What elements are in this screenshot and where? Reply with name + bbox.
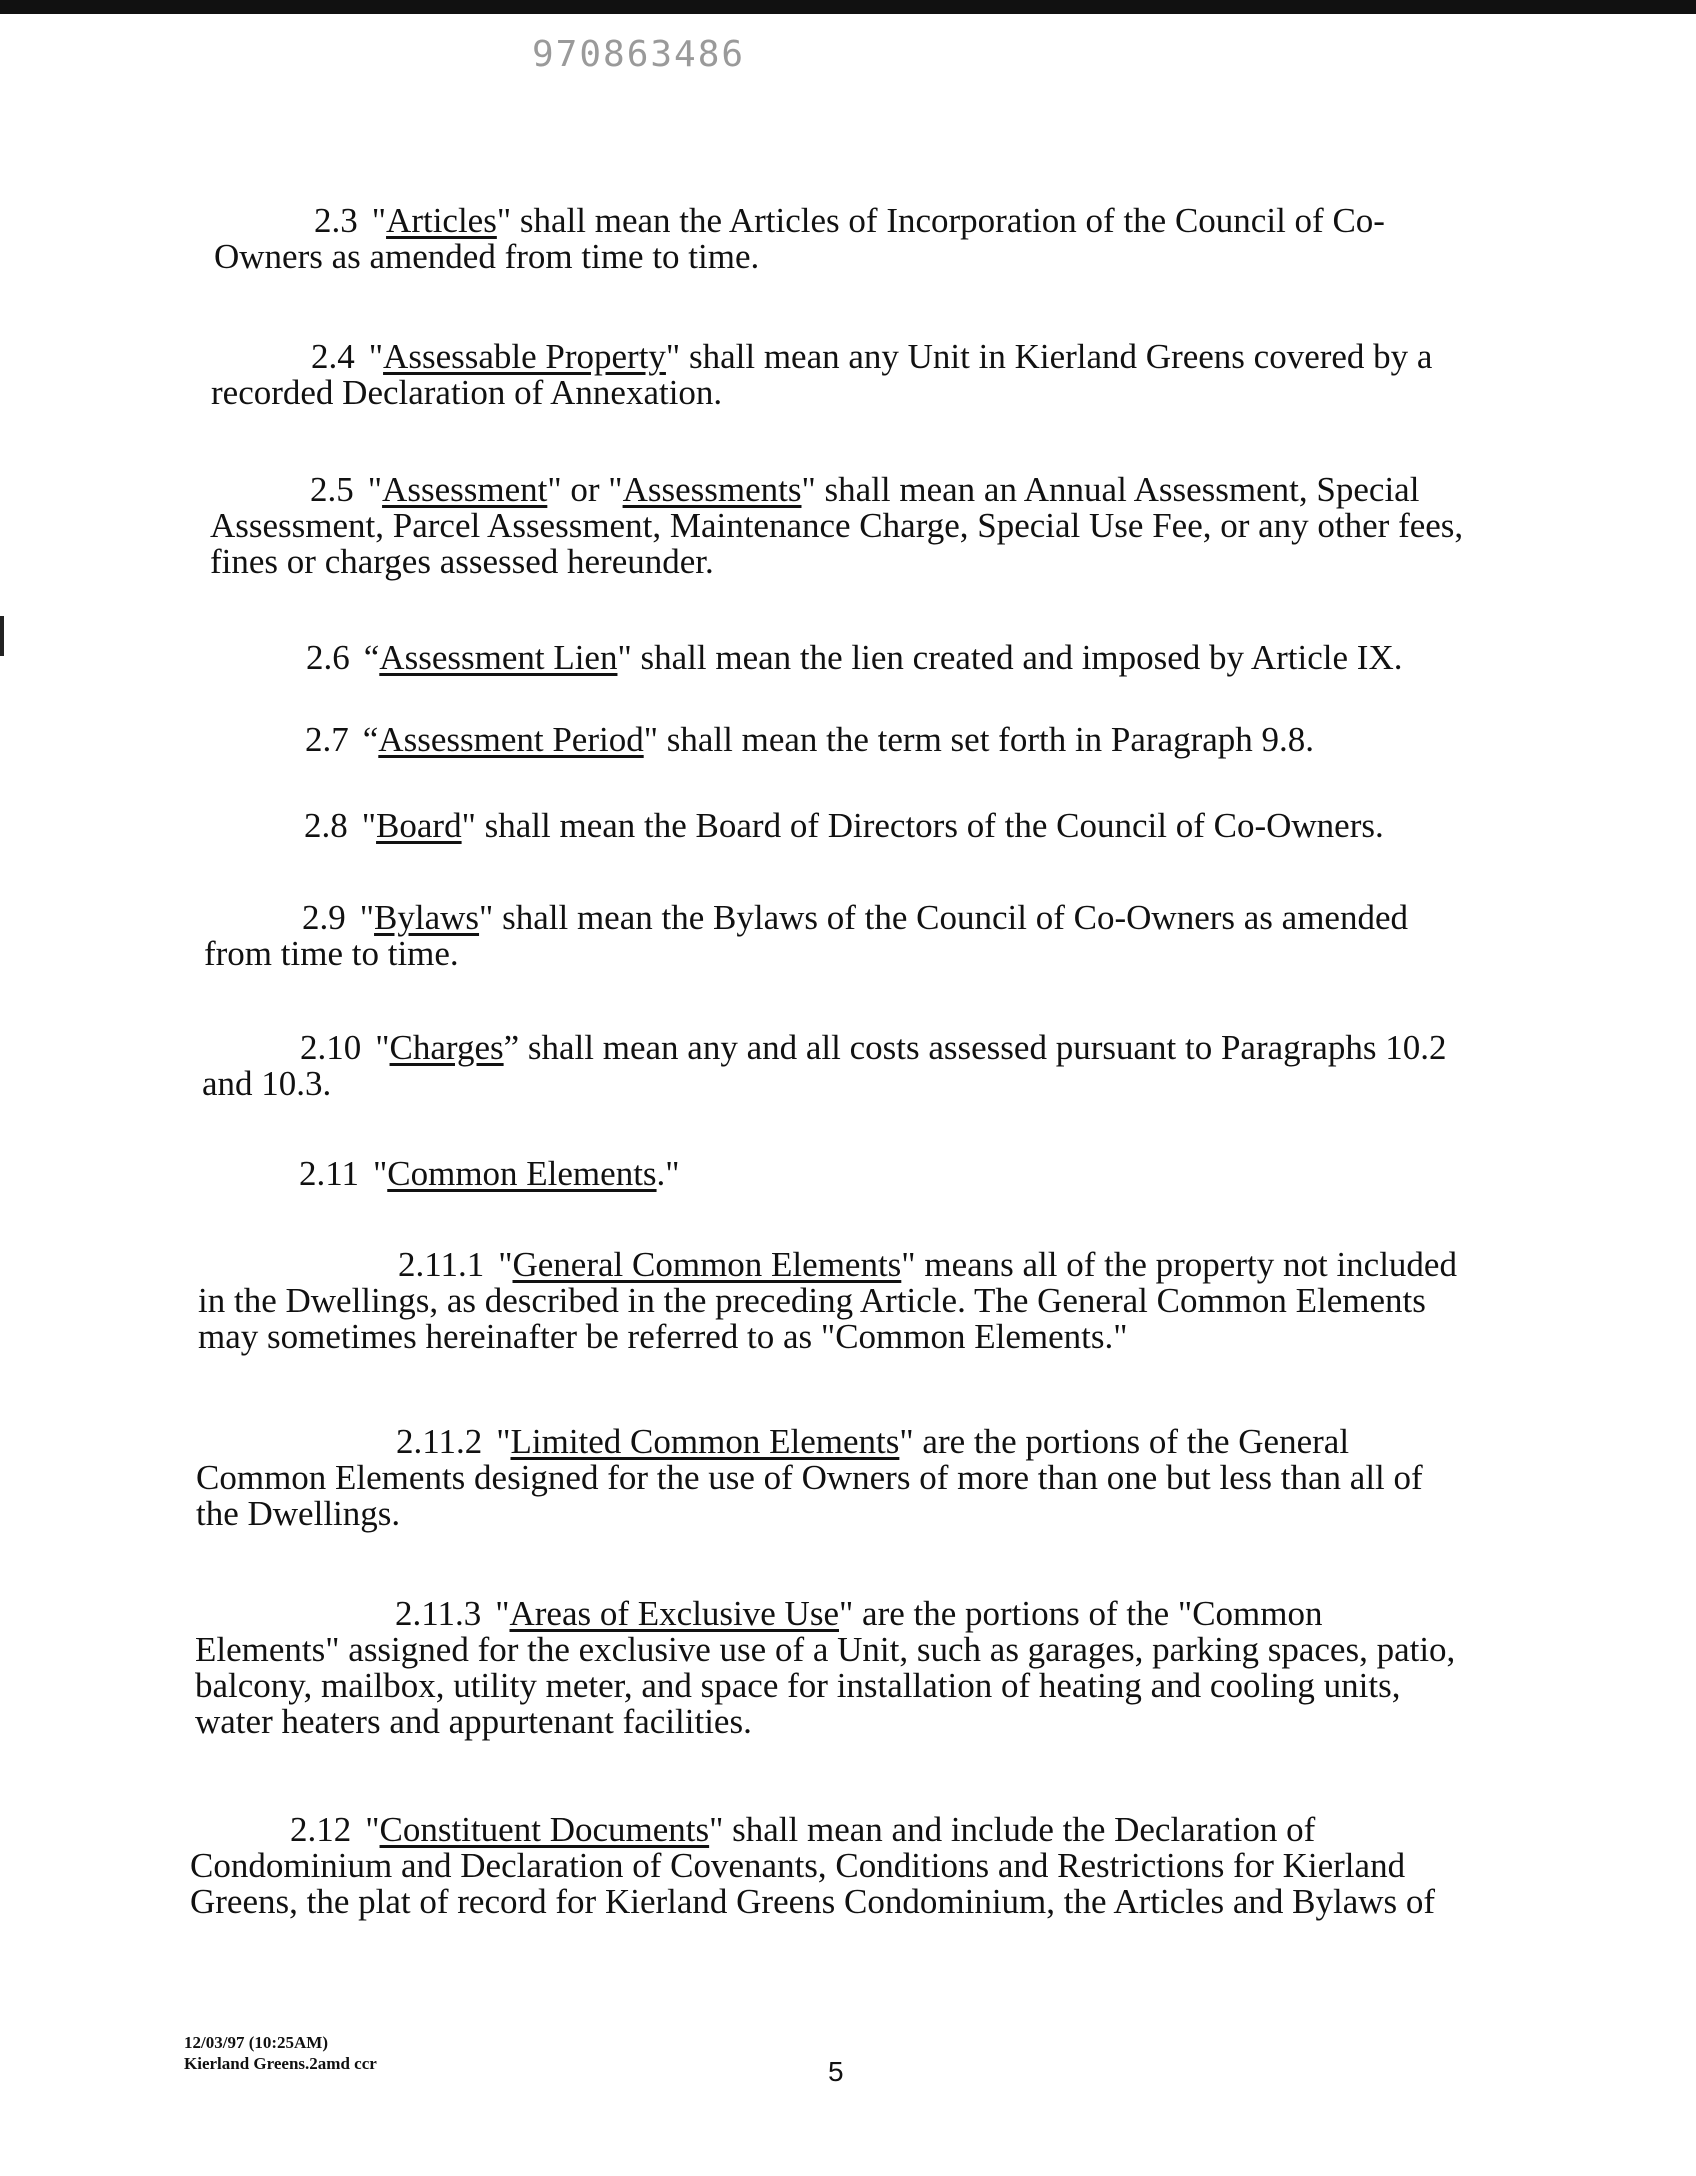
- definition-paragraph: 2.11.2 "Limited Common Elements" are the portions of the General Common Elements designed for the use of Owners of more than one but less than all of the Dwellings.: [196, 1422, 1423, 1533]
- section-number: 2.7: [305, 720, 349, 759]
- definition-paragraph: 2.11.3 "Areas of Exclusive Use" are the portions of the "Common Elements" assigned for the exclusive use of a Unit, such as garages, parking spaces, patio, balcony, mailbox, utility meter, and space for installation of heating and cooling units, water heaters and appurtenant facilities.: [195, 1594, 1456, 1741]
- section-number: 2.10: [300, 1028, 362, 1067]
- definition-paragraph: 2.11 "Common Elements.": [299, 1154, 680, 1193]
- section-number: 2.11.1: [398, 1245, 485, 1284]
- defined-term: Assessment Period: [378, 720, 644, 759]
- definition-paragraph: 2.5 "Assessment" or "Assessments" shall mean an Annual Assessment, Special Assessment, Parcel Assessment, Maintenance Charge, Special Use Fee, or any other fees, fines or charges assessed hereunder.: [210, 470, 1464, 581]
- definition-paragraph: 2.3 "Articles" shall mean the Articles of Incorporation of the Council of Co- Owners as amended from time to time.: [214, 201, 1385, 276]
- defined-term: Articles: [386, 201, 497, 240]
- scan-margin-mark: [0, 616, 4, 656]
- section-number: 2.11.2: [396, 1422, 483, 1461]
- footer-metadata: [184, 2032, 377, 2074]
- definition-paragraph: 2.7 “Assessment Period" shall mean the term set forth in Paragraph 9.8.: [305, 720, 1315, 759]
- defined-term: Limited Common Elements: [510, 1422, 900, 1461]
- definition-paragraph: 2.9 "Bylaws" shall mean the Bylaws of the Council of Co-Owners as amended from time to time.: [204, 898, 1408, 973]
- defined-term: Areas of Exclusive Use: [509, 1594, 839, 1633]
- section-number: 2.12: [290, 1810, 352, 1849]
- defined-term: Common Elements: [387, 1154, 657, 1193]
- definition-paragraph: 2.12 "Constituent Documents" shall mean and include the Declaration of Condominium and Declaration of Covenants, Conditions and Restrictions for Kierland Greens, the plat of record for Kierland Greens Condominium, the Articles and Bylaws of: [190, 1810, 1436, 1921]
- section-number: 2.9: [302, 898, 346, 937]
- document-stamp: 970863486: [532, 34, 746, 75]
- defined-term: Assessment Lien: [379, 638, 618, 677]
- definition-paragraph: 2.4 "Assessable Property" shall mean any Unit in Kierland Greens covered by a recorded Declaration of Annexation.: [211, 337, 1433, 412]
- definition-paragraph: 2.8 "Board" shall mean the Board of Directors of the Council of Co-Owners.: [304, 806, 1384, 845]
- defined-term: Bylaws: [374, 898, 480, 937]
- section-number: 2.11: [299, 1154, 359, 1193]
- defined-term: Board: [376, 806, 462, 845]
- section-number: 2.4: [311, 337, 355, 376]
- footer-filename: Kierland Greens.2amd ccr: [184, 2054, 377, 2073]
- defined-term: Assessment: [382, 470, 548, 509]
- defined-term: Assessable Property: [383, 337, 666, 376]
- scan-top-edge: [0, 0, 1696, 14]
- section-number: 2.11.3: [395, 1594, 482, 1633]
- footer-timestamp: 12/03/97 (10:25AM): [184, 2033, 329, 2052]
- section-number: 2.5: [310, 470, 354, 509]
- definition-paragraph: 2.11.1 "General Common Elements" means all of the property not included in the Dwellings, as described in the preceding Article. The General Common Elements may sometimes hereinafter be referred to as "Common Elements.": [198, 1245, 1457, 1356]
- defined-term: Constituent Documents: [379, 1810, 710, 1849]
- definition-paragraph: 2.10 "Charges” shall mean any and all costs assessed pursuant to Paragraphs 10.2 and 10.3.: [202, 1028, 1447, 1103]
- defined-term: Charges: [389, 1028, 504, 1067]
- defined-term: Assessments: [622, 470, 802, 509]
- definition-paragraph: 2.6 “Assessment Lien" shall mean the lien created and imposed by Article IX.: [306, 638, 1403, 677]
- section-number: 2.3: [314, 201, 358, 240]
- page-number: 5: [828, 2056, 844, 2087]
- section-number: 2.8: [304, 806, 348, 845]
- defined-term: General Common Elements: [512, 1245, 902, 1284]
- section-number: 2.6: [306, 638, 350, 677]
